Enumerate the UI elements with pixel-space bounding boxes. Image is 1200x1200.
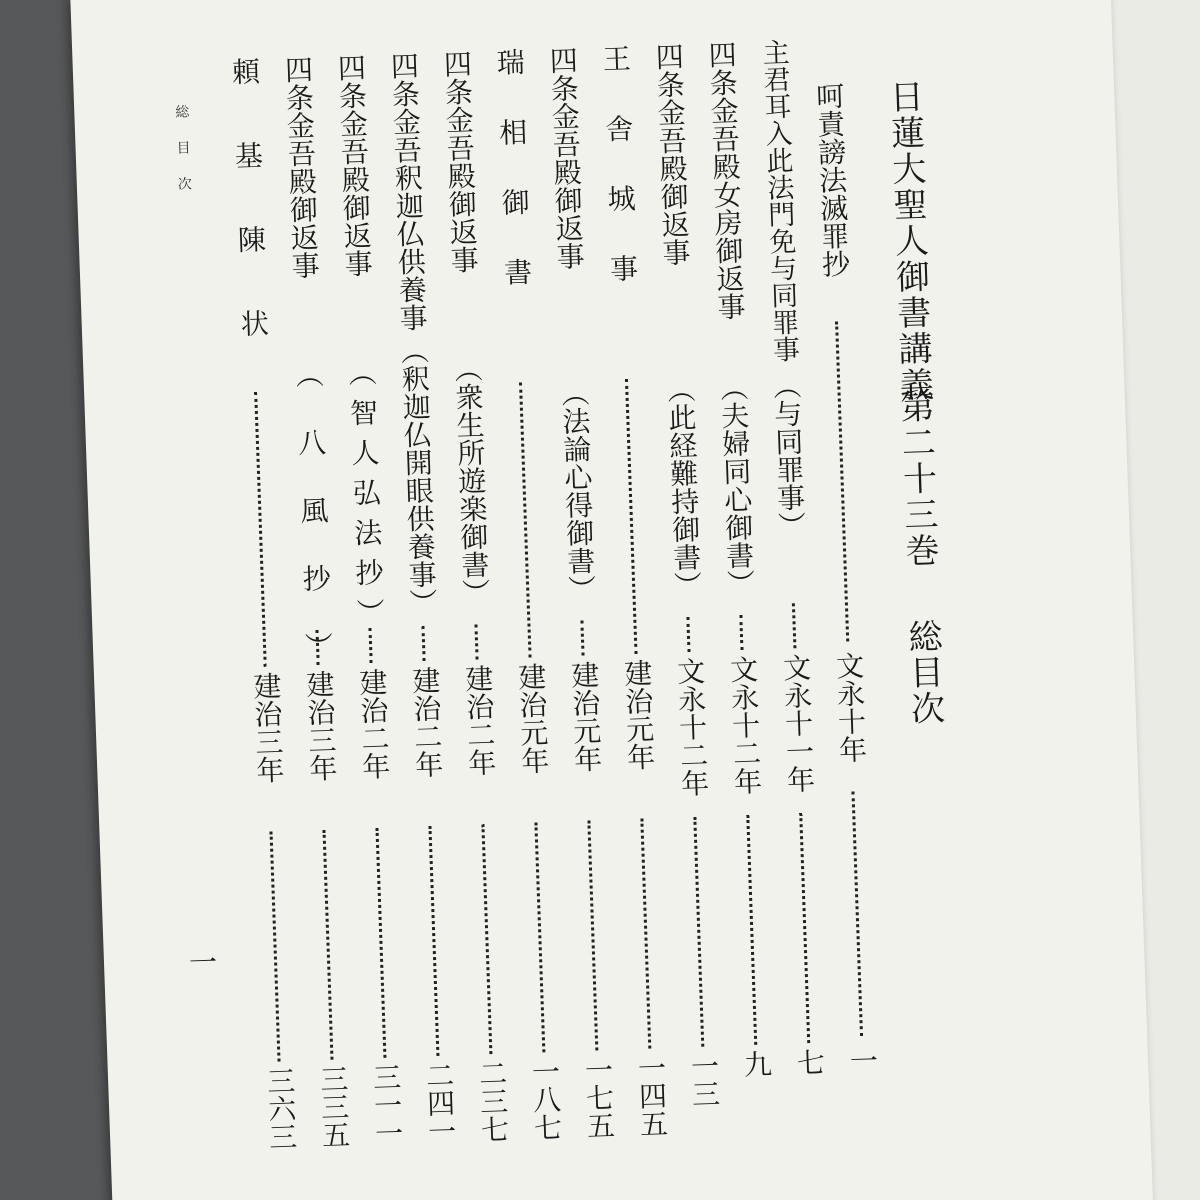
entry-title: 頼基陳状 xyxy=(227,56,273,394)
book-title: 日蓮大聖人御書講義 xyxy=(882,78,934,404)
entry-title: 四条金吾釈迦仏供養事 xyxy=(386,50,430,332)
entry-page: 一四五 xyxy=(633,1052,670,1139)
entry-title: 四条金吾殿御返事 xyxy=(439,49,481,275)
entry-title: 主君耳入此法門免与同罪事 xyxy=(757,38,800,364)
entry-page: 一 xyxy=(845,1045,880,1075)
section-label: 総目次 xyxy=(901,618,946,728)
entry-era: 建治二年 xyxy=(407,665,445,779)
entry-title: 瑞相御書 xyxy=(492,47,536,329)
entry-era: 文永十二年 xyxy=(725,654,764,796)
entry-note: （夫婦同心御書） xyxy=(715,372,757,598)
entry-page: 三一一 xyxy=(368,1062,405,1148)
entry-era: 建治三年 xyxy=(248,671,286,785)
entry-note: （智人弘法抄） xyxy=(344,357,387,639)
entry-era: 文永十一年 xyxy=(778,652,817,794)
page-folio: 一 xyxy=(188,945,218,980)
volume-label: 第二十三巻 xyxy=(893,388,940,570)
entry-title: 四条金吾殿御返事 xyxy=(651,41,693,267)
entry-title: 王舎城事 xyxy=(598,43,642,325)
entry-note: （此経難持御書） xyxy=(662,374,704,600)
entry-page: 九 xyxy=(739,1049,774,1079)
entry-era: 建治元年 xyxy=(619,658,657,772)
entry-title: 四条金吾殿女房御返事 xyxy=(704,39,747,321)
entry-page: 一三 xyxy=(686,1051,722,1109)
entry-title: 呵責謗法滅罪抄 xyxy=(811,81,852,279)
entry-era: 建治二年 xyxy=(354,667,392,781)
entry-page: 三六三 xyxy=(262,1065,299,1152)
entry-era: 建治二年 xyxy=(460,663,498,777)
entry-title: 四条金吾殿御返事 xyxy=(280,54,322,280)
entry-page: 一七五 xyxy=(580,1054,617,1140)
entry-era: 建治元年 xyxy=(566,660,604,774)
entry-note: （八風抄） xyxy=(291,359,336,701)
book-page xyxy=(70,0,1153,1200)
entry-era: 文永十年 xyxy=(831,650,869,764)
entry-era: 建治三年 xyxy=(301,669,339,783)
entry-note: （釈迦仏開眼供養事） xyxy=(396,335,440,617)
entry-note: （法論心得御書） xyxy=(556,378,598,604)
entry-note: （与同罪事） xyxy=(768,370,808,540)
entry-page: 二四一 xyxy=(421,1060,458,1146)
entry-title: 四条金吾殿御返事 xyxy=(545,45,587,271)
entry-page: 一八七 xyxy=(527,1056,564,1142)
entry-page: 七 xyxy=(792,1047,827,1077)
entry-page: 三三五 xyxy=(315,1064,352,1150)
entry-era: 建治元年 xyxy=(513,661,551,776)
entry-era: 文永十二年 xyxy=(672,656,711,798)
running-footer: 総目次 xyxy=(173,104,193,213)
entry-page: 二三七 xyxy=(474,1058,511,1144)
entry-note: （衆生所遊楽御書） xyxy=(450,353,492,607)
entry-title: 四条金吾殿御返事 xyxy=(333,52,375,278)
